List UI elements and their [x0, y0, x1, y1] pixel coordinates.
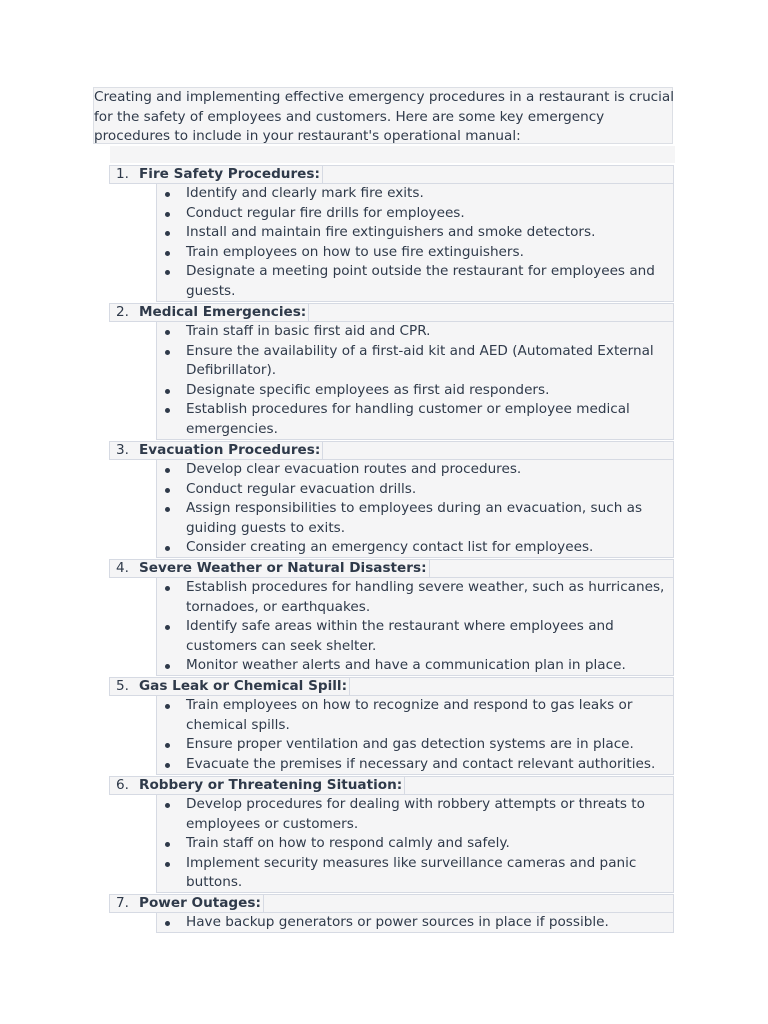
- section-title: Gas Leak or Chemical Spill:: [139, 678, 350, 695]
- list-item: Establish procedures for handling customer or employee medical emergencies.: [157, 400, 673, 439]
- list-item: Monitor weather alerts and have a communication plan in place.: [157, 656, 673, 676]
- bullet-list: [156, 696, 674, 775]
- bullet-list: [156, 460, 674, 558]
- section-number: 7.: [116, 895, 129, 911]
- list-item: Assign responsibilities to employees during an evacuation, such as guiding guests to exits.: [157, 499, 673, 538]
- intro-line: Creating and implementing effective emergency procedures in a restaurant is crucial: [94, 89, 675, 105]
- section-number: 4.: [116, 560, 129, 576]
- list-item: Establish procedures for handling severe weather, such as hurricanes, tornadoes, or earthquakes.: [157, 578, 673, 617]
- list-item: Conduct regular fire drills for employees.: [157, 204, 673, 224]
- bullet-list: [156, 795, 674, 893]
- section-number: 5.: [116, 678, 129, 694]
- section-title: Power Outages:: [139, 895, 264, 912]
- section-number: 6.: [116, 777, 129, 793]
- section-header: [109, 559, 674, 578]
- list-spacer: [110, 146, 675, 163]
- section-number: 2.: [116, 304, 129, 320]
- bullet-list: [156, 322, 674, 440]
- list-item: Designate specific employees as first aid responders.: [157, 381, 673, 401]
- list-item: Train employees on how to use fire extinguishers.: [157, 243, 673, 263]
- section-header: [109, 303, 674, 322]
- list-item: Ensure proper ventilation and gas detection systems are in place.: [157, 735, 673, 755]
- section-header: [109, 165, 674, 184]
- list-item: Implement security measures like surveillance cameras and panic buttons.: [157, 854, 673, 893]
- list-item: Identify safe areas within the restaurant where employees and customers can seek shelter.: [157, 617, 673, 656]
- bullet-list: [156, 913, 674, 933]
- list-item: Conduct regular evacuation drills.: [157, 480, 673, 500]
- list-item: Train staff on how to respond calmly and safely.: [157, 834, 673, 854]
- section-header: [109, 894, 674, 913]
- section-title: Fire Safety Procedures:: [139, 166, 323, 183]
- list-item: Train employees on how to recognize and respond to gas leaks or chemical spills.: [157, 696, 673, 735]
- intro-paragraph: [93, 87, 673, 144]
- list-item: Train staff in basic first aid and CPR.: [157, 322, 673, 342]
- section-header: [109, 441, 674, 460]
- section-header: [109, 776, 674, 795]
- list-item: Install and maintain fire extinguishers and smoke detectors.: [157, 223, 673, 243]
- list-item: Have backup generators or power sources in place if possible.: [157, 913, 673, 933]
- section-title: Evacuation Procedures:: [139, 442, 323, 459]
- list-item: Evacuate the premises if necessary and contact relevant authorities.: [157, 755, 673, 775]
- list-item: Identify and clearly mark fire exits.: [157, 184, 673, 204]
- bullet-list: [156, 578, 674, 676]
- intro-line: procedures to include in your restaurant's operational manual:: [94, 128, 521, 144]
- intro-line: for the safety of employees and customers. Here are some key emergency: [94, 108, 605, 125]
- list-item: Develop procedures for dealing with robbery attempts or threats to employees or customers.: [157, 795, 673, 834]
- section-number: 3.: [116, 442, 129, 458]
- list-item: Consider creating an emergency contact list for employees.: [157, 538, 673, 558]
- section-header: [109, 677, 674, 696]
- list-item: Designate a meeting point outside the restaurant for employees and guests.: [157, 262, 673, 301]
- list-item: Ensure the availability of a first-aid kit and AED (Automated External Defibrillator).: [157, 342, 673, 381]
- bullet-list: [156, 184, 674, 302]
- section-title: Severe Weather or Natural Disasters:: [139, 560, 430, 577]
- list-item: Develop clear evacuation routes and procedures.: [157, 460, 673, 480]
- section-title: Robbery or Threatening Situation:: [139, 777, 405, 794]
- section-number: 1.: [116, 166, 129, 182]
- section-title: Medical Emergencies:: [139, 304, 309, 321]
